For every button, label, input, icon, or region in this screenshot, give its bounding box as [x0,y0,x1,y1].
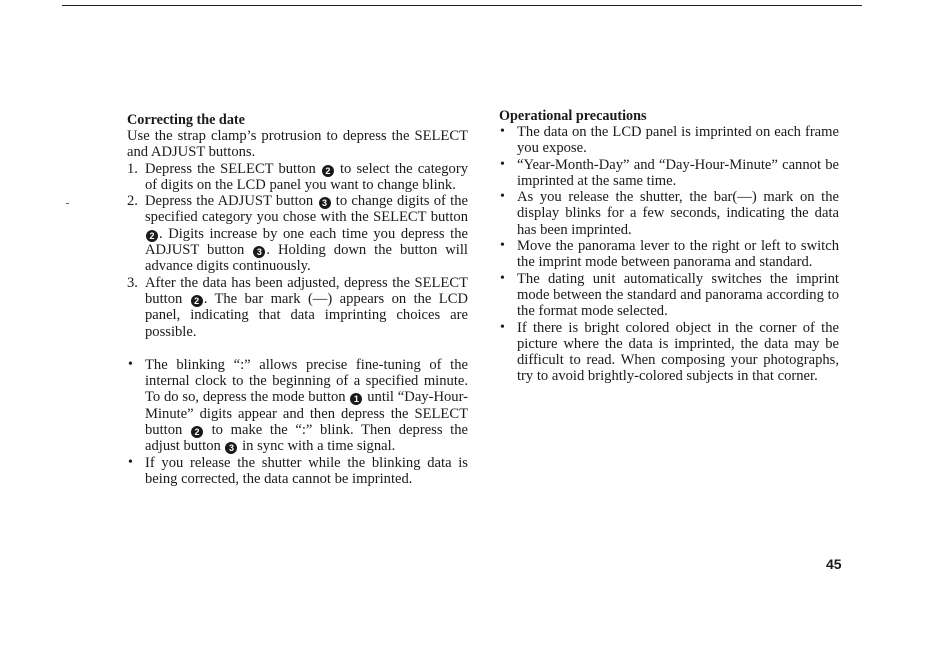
section-heading-precautions: Operational precautions [499,108,647,124]
scan-mark [66,203,69,204]
list-item [499,320,839,385]
bullet-icon: • [500,189,505,205]
bullet-icon: • [500,238,505,254]
step-text: Depress the ADJUST button 3 to change digits of the specified category you chose with the SELECT button 2 . Digits increase by one each time you depress the ADJUST button 3 . Holding down the button will advance digits continuously. [145,193,468,275]
step-text: After the data has been adjusted, depress the SELECT button 2 . The bar mark (—) appears on the LCD panel, indicating that data imprinting choices are possible. [145,274,468,340]
circled-number-icon: 2 [191,295,203,307]
list-item [499,157,839,190]
bullet-text: Move the panorama lever to the right or left to switch the imprint mode between panorama and standard. [517,238,839,271]
bullet-text: The data on the LCD panel is imprinted on each frame you expose. [517,124,839,157]
precautions-list [499,124,839,385]
step-item [127,275,468,340]
step-item [127,193,468,274]
circled-number-icon: 2 [146,230,158,242]
page-number: 45 [826,556,842,572]
bullet-text: The dating unit automatically switches the imprint mode between the standard and panorama according to the format mode selected. [517,270,839,320]
bullet-text: If there is bright colored object in the corner of the picture where the data is imprinted, the data may be difficult to read. When composing your photographs, try to avoid brightly-colored subjects in that corner. [517,319,839,385]
intro-paragraph: Use the strap clamp’s protrusion to depress the SELECT and ADJUST buttons. [127,128,468,161]
steps-list [127,161,468,340]
section-heading-correcting-date: Correcting the date [127,112,245,128]
top-rule [62,5,862,6]
list-item [127,357,468,455]
circled-number-icon: 2 [322,165,334,177]
step-number: 2. [127,193,138,210]
bullet-icon: • [500,319,505,335]
tips-list [127,357,468,487]
circled-number-icon: 3 [225,442,237,454]
bullet-text: If you release the shutter while the blinking data is being corrected, the data cannot be imprinted. [145,454,468,487]
circled-number-icon: 1 [350,393,362,405]
bullet-text: The blinking “:” allows precise fine-tuning of the internal clock to the beginning of a specified minute. To do so, depress the mode button 1 until “Day-Hour-Minute” digits appear and then depress the SELECT button 2 to make the “:” blink. Then depress the adjust button 3 in sync with a time signal. [145,356,469,455]
bullet-icon: • [500,124,505,139]
step-item [127,161,468,194]
list-item [499,271,839,320]
list-item [127,455,468,488]
step-text: Depress the SELECT button 2 to select the category of digits on the LCD panel you want to change blink. [145,160,468,193]
bullet-icon: • [128,356,133,372]
list-item [499,189,839,238]
list-item [499,124,839,157]
left-column [127,112,468,487]
spacer [127,340,468,357]
right-column [499,108,839,385]
bullet-icon: • [500,156,505,172]
circled-number-icon: 3 [319,197,331,209]
bullet-text: As you release the shutter, the bar(—) mark on the display blinks for a few seconds, indicating the data has been imprinted. [517,189,839,238]
bullet-text: “Year-Month-Day” and “Day-Hour-Minute” cannot be imprinted at the same time. [517,156,839,189]
circled-number-icon: 3 [253,246,265,258]
step-number: 1. [127,160,138,177]
bullet-icon: • [500,270,505,286]
step-number: 3. [127,274,138,291]
circled-number-icon: 2 [191,426,203,438]
list-item [499,238,839,271]
bullet-icon: • [128,454,133,470]
